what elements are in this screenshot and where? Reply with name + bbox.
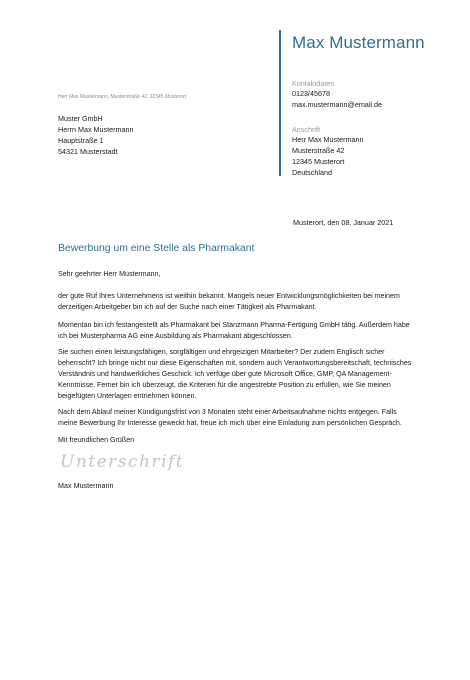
closing-line: Mit freundlichen Grüßen [58, 436, 135, 444]
address-label: Anschrift [292, 125, 320, 134]
body-paragraph: Sie suchen einen leistungsfähigen, sorgfältigen und ehrgeizigen Mitarbeiter? Der zudem Englisch sicher beherrscht? Ich bringe nicht nur diese Eigenschaften mit, sondern auch Verantwortungsbereitschaft, technisches Verständnis und handwerkliches Geschick. Ich verfüge über gute Microsoft Office, GMP, QA Management-Kenntnisse. Ferner bin ich überzeugt, die Kriterien für die angestrebte Position zu erfüllen, wie Sie meinen beigefügten Unterlagen entnehmen können. [58, 348, 412, 400]
body-paragraph: der gute Ruf Ihres Unternehmens ist weithin bekannt. Mangels neuer Entwicklungsmöglichkeiten bei meinem derzeitigen Arbeitgeber bin ich auf der Suche nach einer Tätigkeit als Pharmakant. [58, 292, 400, 311]
recipient-line: Herrn Max Mustermann [58, 125, 134, 134]
address-line: Musterstraße 42 [292, 146, 345, 155]
recipient-line: Hauptstraße 1 [58, 136, 104, 145]
address-line: Deutschland [292, 168, 332, 177]
recipient-line: Muster GmbH [58, 114, 103, 123]
body-paragraph: Nach dem Ablauf meiner Kündigungsfrist von 3 Monaten steht einer Arbeitsaufnahme nichts entgegen. Falls meine Bewerbung Ihr Interesse geweckt hat, freue ich mich über eine Einladung zum persönlichen Gespräch. [58, 408, 402, 427]
salutation: Sehr geehrter Herr Mustermann, [58, 270, 161, 278]
contact-email: max.mustermann@email.de [292, 100, 382, 109]
contact-label: Kontaktdaten [292, 79, 335, 88]
signature-name: Max Mustermann [58, 481, 114, 490]
contact-phone: 0123/45678 [292, 89, 330, 98]
signature-placeholder: Unterschrift [60, 452, 185, 472]
address-line: Herr Max Mustermann [292, 135, 364, 144]
letter-date: Musterort, den 08. Januar 2021 [293, 218, 394, 227]
recipient-line: 54321 Musterstadt [58, 147, 118, 156]
applicant-name: Max Mustermann [292, 33, 425, 52]
body-paragraph: Momentan bin ich festangestellt als Pharmakant bei Stanzmann Pharma-Fertigung GmbH tätig. Außerdem habe ich bei Musterpharma AG eine Ausbildung als Pharmakant abgeschlossen. [58, 321, 410, 340]
sender-return-line: Herr Max Mustermann, Musterstraße 42, 12345 Musterort [58, 94, 187, 100]
header-accent-bar [279, 30, 281, 176]
letter-subject: Bewerbung um eine Stelle als Pharmakant [58, 243, 255, 254]
address-line: 12345 Musterort [292, 157, 345, 166]
recipient-block [58, 113, 134, 157]
